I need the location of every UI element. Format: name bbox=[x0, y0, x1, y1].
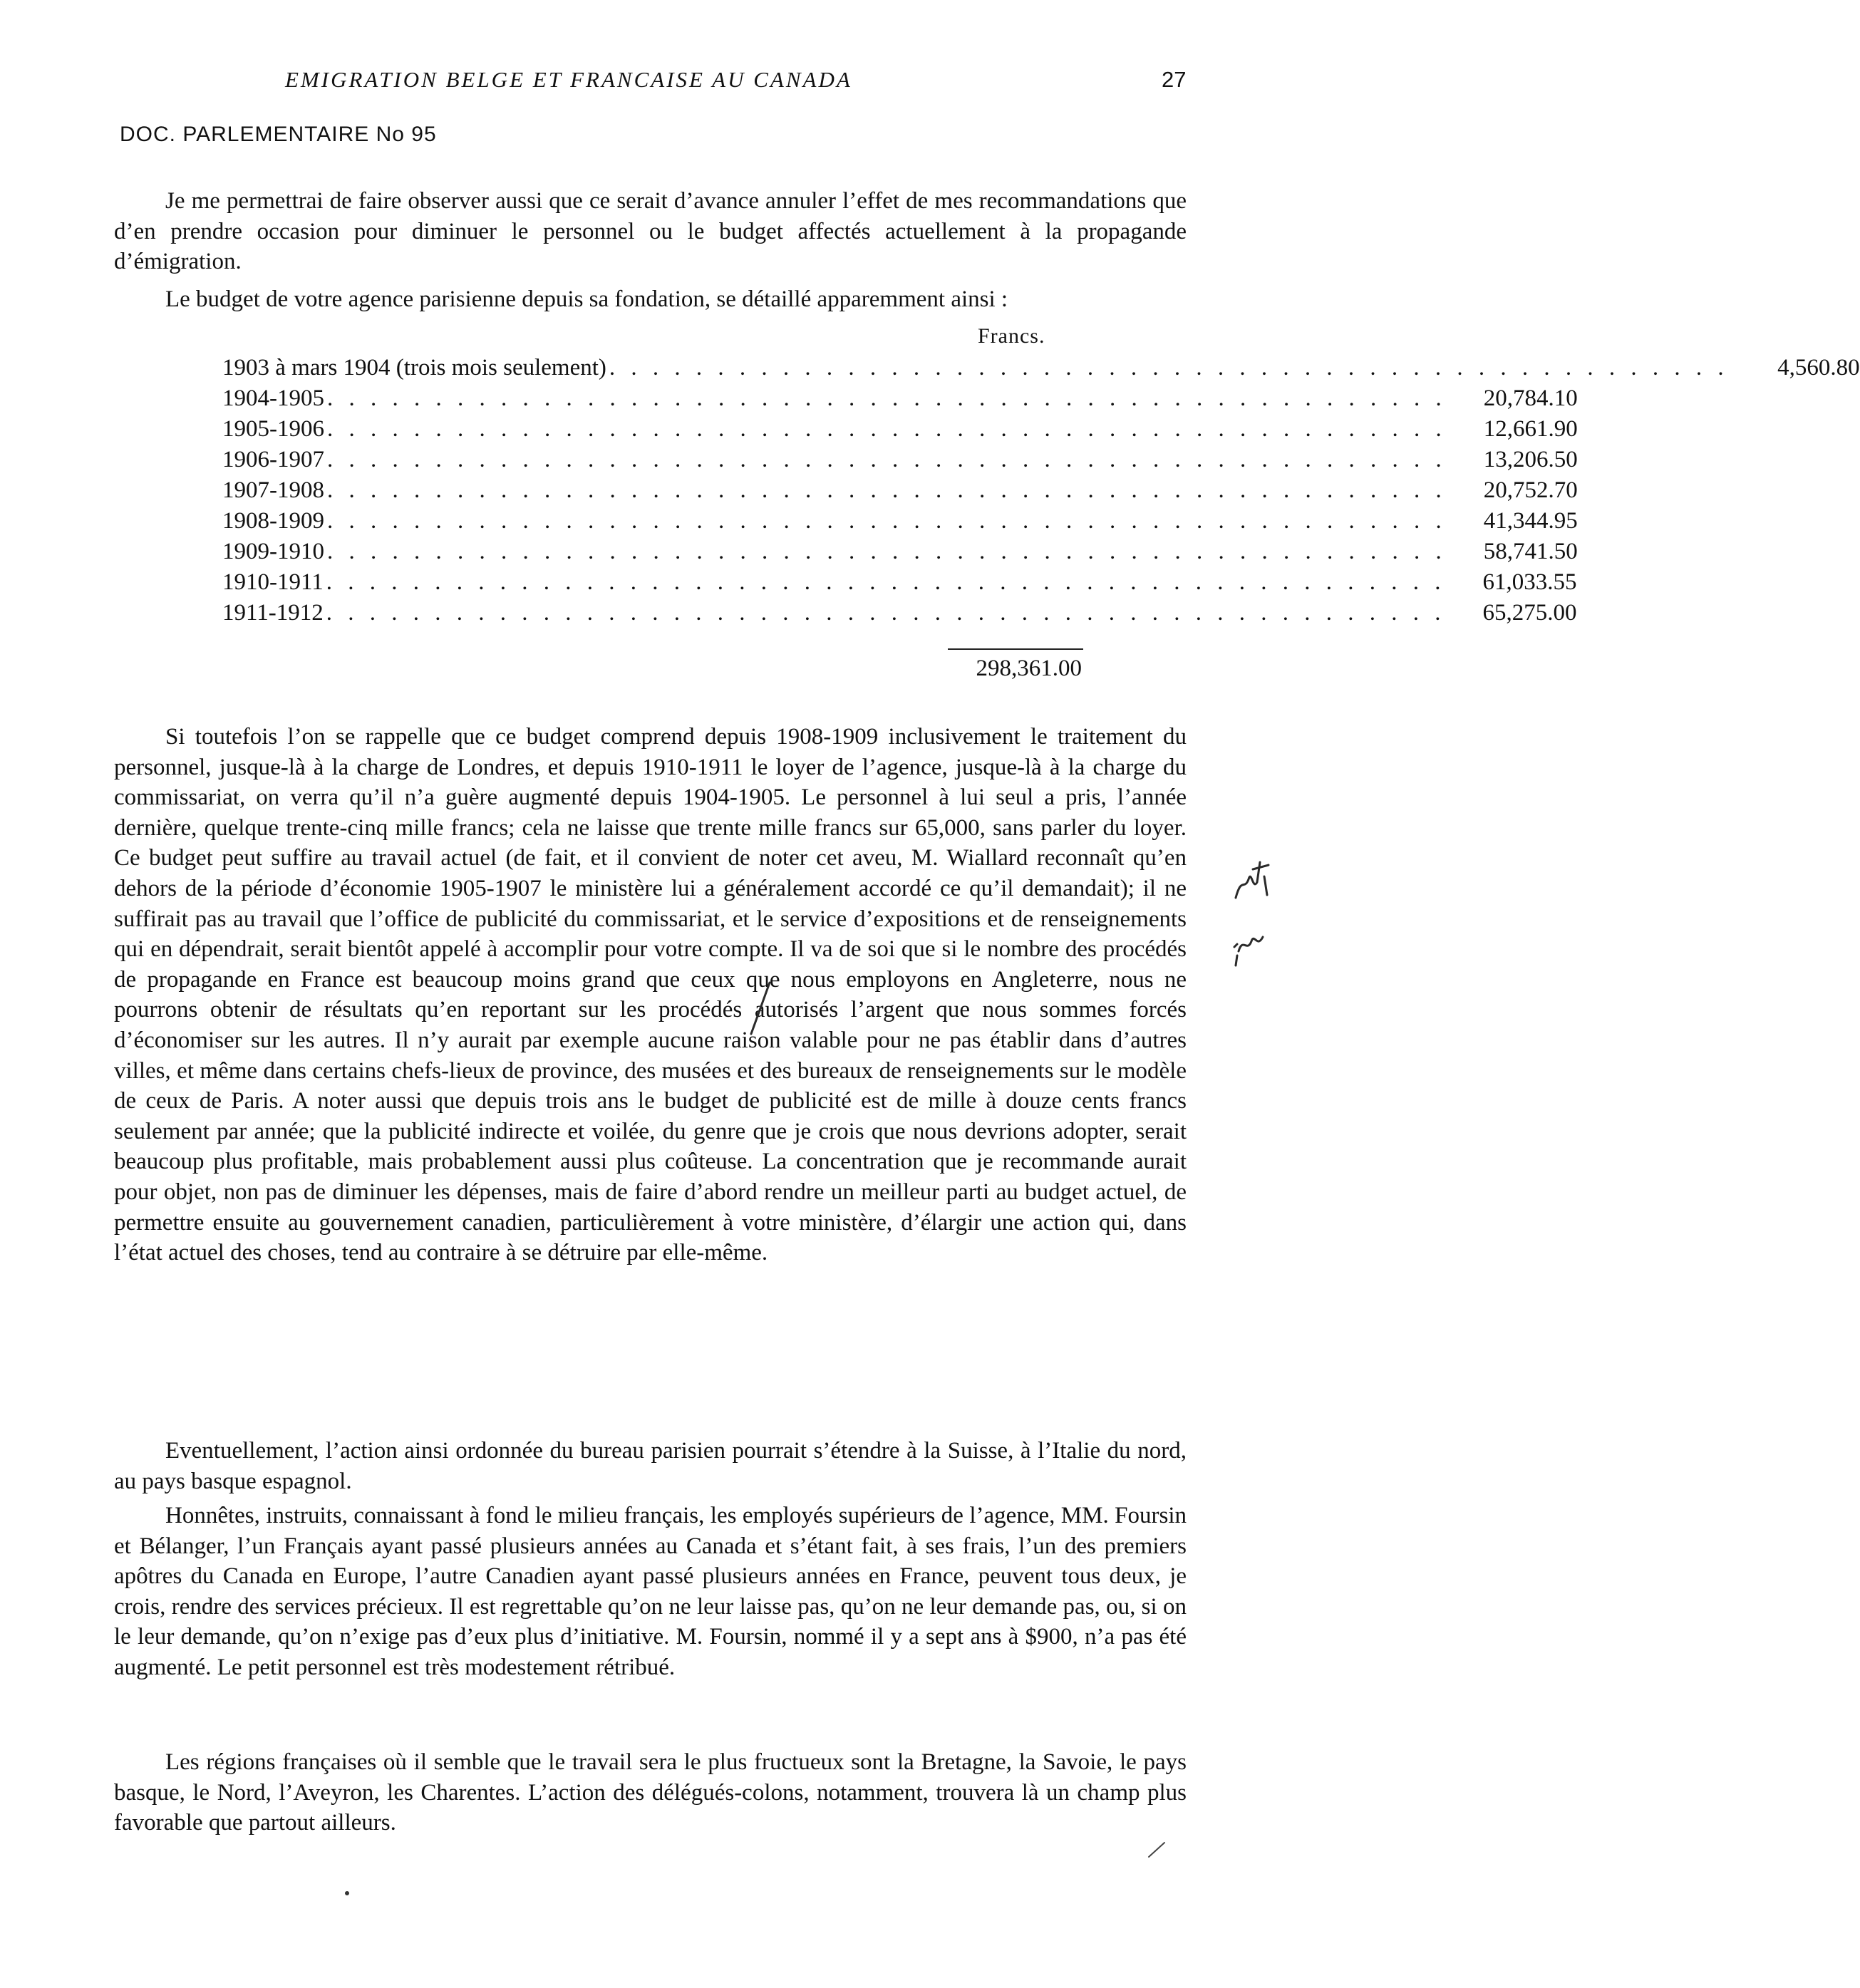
budget-amount: 12,661.90 bbox=[1483, 416, 1578, 442]
handwritten-margin-mark-icon bbox=[1231, 916, 1271, 973]
pencil-stroke-icon bbox=[745, 980, 774, 1037]
budget-amount: 65,275.00 bbox=[1482, 600, 1577, 626]
total-rule bbox=[948, 648, 1083, 650]
dot-leader: . . . . . . . . . . . . . . . . . . . . . . . . . . . . . . . . . . . . . . . . . . . . . . . . . . . . bbox=[326, 600, 1446, 626]
budget-row bbox=[222, 355, 1860, 385]
budget-period: 1910-1911 bbox=[222, 569, 324, 595]
dot-leader: . . . . . . . . . . . . . . . . . . . . . . . . . . . . . . . . . . . . . . . . . . . . . . . . . . . . bbox=[327, 508, 1447, 534]
budget-amount: 41,344.95 bbox=[1483, 508, 1578, 534]
budget-row bbox=[222, 416, 1578, 447]
budget-amount: 61,033.55 bbox=[1482, 569, 1577, 595]
budget-row bbox=[222, 385, 1578, 416]
budget-row bbox=[222, 539, 1578, 569]
paragraph-recommendations: Je me permettrai de faire observer aussi que ce serait d’avance annuler l’effet de mes recommandations que d’en prendre occasion pour diminuer le personnel ou le budget affectés actuellement à la propagande d’émigration. bbox=[114, 188, 1187, 275]
budget-amount: 13,206.50 bbox=[1483, 447, 1578, 472]
paragraph-staff: Honnêtes, instruits, connaissant à fond le milieu français, les employés supérieurs de l’agence, MM. Foursin et Bélanger, l’un Français ayant passé plusieurs années au Canada et s’étant fait, à ses frais, l’un des premiers apôtres du Canada en Europe, l’autre Canadien ayant passé plusieurs années en France, peuvent tous deux, je crois, rendre des services précieux. Il est regrettable qu’on ne leur laisse pas, qu’on ne leur demande pas, ou, si on le leur demande, qu’on n’exige pas d’eux plus d’initiative. M. Foursin, nommé il y a sept ans à $900, n’a pas été augmenté. Le petit personnel est très modestement rétribué. bbox=[114, 1503, 1187, 1680]
budget-period: 1907-1908 bbox=[222, 477, 324, 503]
dot-leader: . . . . . . . . . . . . . . . . . . . . . . . . . . . . . . . . . . . . . . . . . . . . . . . . . . . . bbox=[327, 477, 1447, 503]
budget-amount: 20,784.10 bbox=[1483, 385, 1578, 411]
budget-period: 1905-1906 bbox=[222, 416, 324, 442]
stray-dot-icon bbox=[342, 1888, 352, 1898]
budget-period: 1909-1910 bbox=[222, 539, 324, 564]
dot-leader: . . . . . . . . . . . . . . . . . . . . . . . . . . . . . . . . . . . . . . . . . . . . . . . . . . . . bbox=[327, 385, 1447, 411]
budget-amount: 4,560.80 bbox=[1777, 355, 1860, 380]
budget-row bbox=[222, 600, 1577, 631]
budget-row bbox=[222, 477, 1578, 508]
paragraph-budget-analysis: Si toutefois l’on se rappelle que ce budget comprend depuis 1908-1909 inclusivement le traitement du personnel, jusque-là à la charge de Londres, et depuis 1910-1911 le loyer de l’agence, jusque-là à la charge du commissariat, on verra qu’il n’a guère augmenté depuis 1904-1905. Le personnel à lui seul a pris, l’année dernière, quelque trente-cinq mille francs; cela ne laisse que trente mille francs sur 65,000, sans parler du loyer. Ce budget peut suffire au travail actuel (de fait, et il convient de noter cet aveu, M. Wiallard reconnaît qu’en dehors de la période d’économie 1905-1907 le ministère lui a généralement accordé ce qu’il demandait); il ne suffirait pas au travail que l’office de publicité du commissariat, et le service d’expositions et de renseignements qui en dépendrait, serait bientôt appelé à accomplir pour votre compte. Il va de soi que si le nombre des procédés de propagande en France est beaucoup moins grand que ceux que nous employons en Angleterre, nous ne pourrons obtenir de résultats qu’en reportant sur les procédés autorisés l’argent que nous sommes forcés d’économiser sur les autres. Il n’y aurait par exemple aucune raison valable pour ne pas établir dans d’autres villes, et même dans certains chefs-lieux de province, des musées et des bureaux de renseignements sur le modèle de ceux de Paris. A noter aussi que depuis trois ans le budget de publicité est de mille à douze cents francs seulement par année; que la publicité indirecte et voilée, du genre que je crois que nous devrions adopter, serait beaucoup plus profitable, mais probablement aussi plus coûteuse. La concentration que je recommande aurait pour objet, non pas de diminuer les dépenses, mais de faire d’abord rendre un meilleur parti au budget actuel, de permettre ensuite au gouvernement canadien, particulièrement à votre ministère, d’élargir une action qui, dans l’état actuel des choses, tend au contraire à se détruire par elle-même. bbox=[114, 724, 1187, 1266]
budget-total: 298,361.00 bbox=[976, 656, 1082, 681]
running-header-title: EMIGRATION BELGE ET FRANCAISE AU CANADA bbox=[285, 67, 852, 92]
budget-amount: 58,741.50 bbox=[1483, 539, 1578, 564]
dot-leader: . . . . . . . . . . . . . . . . . . . . . . . . . . . . . . . . . . . . . . . . . . . . . . . . . . . . bbox=[327, 416, 1447, 442]
document-reference: DOC. PARLEMENTAIRE No 95 bbox=[120, 123, 437, 146]
budget-period: 1904-1905 bbox=[222, 385, 324, 411]
budget-period: 1908-1909 bbox=[222, 508, 324, 534]
budget-row bbox=[222, 508, 1578, 539]
budget-row bbox=[222, 569, 1577, 600]
handwritten-margin-note-icon bbox=[1231, 848, 1271, 905]
paragraph-regions: Les régions françaises où il semble que le travail sera le plus fructueux sont la Bretagne, la Savoie, le pays basque, le Nord, l’Aveyron, les Charentes. L’action des délégués-colons, notamment, trouvera là un champ plus favorable que partout ailleurs. bbox=[114, 1749, 1187, 1836]
dot-leader: . . . . . . . . . . . . . . . . . . . . . . . . . . . . . . . . . . . . . . . . . . . . . . . . . . . . bbox=[327, 539, 1447, 564]
dot-leader: . . . . . . . . . . . . . . . . . . . . . . . . . . . . . . . . . . . . . . . . . . . . . . . . . . . . bbox=[609, 355, 1729, 380]
page-number: 27 bbox=[1162, 67, 1187, 92]
stray-mark-icon bbox=[1146, 1838, 1167, 1860]
paragraph-budget-intro: Le budget de votre agence parisienne depuis sa fondation, se détaillé apparemment ainsi : bbox=[165, 286, 1008, 312]
budget-period: 1911-1912 bbox=[222, 600, 324, 626]
budget-amount: 20,752.70 bbox=[1483, 477, 1578, 503]
budget-row bbox=[222, 447, 1578, 477]
budget-period: 1903 à mars 1904 (trois mois seulement) bbox=[222, 355, 606, 380]
budget-period: 1906-1907 bbox=[222, 447, 324, 472]
paragraph-expansion: Eventuellement, l’action ainsi ordonnée du bureau parisien pourrait s’étendre à la Suisse, à l’Italie du nord, au pays basque espagnol. bbox=[114, 1438, 1187, 1494]
dot-leader: . . . . . . . . . . . . . . . . . . . . . . . . . . . . . . . . . . . . . . . . . . . . . . . . . . . . bbox=[326, 569, 1446, 595]
budget-currency-header: Francs. bbox=[978, 324, 1045, 348]
dot-leader: . . . . . . . . . . . . . . . . . . . . . . . . . . . . . . . . . . . . . . . . . . . . . . . . . . . . bbox=[327, 447, 1447, 472]
